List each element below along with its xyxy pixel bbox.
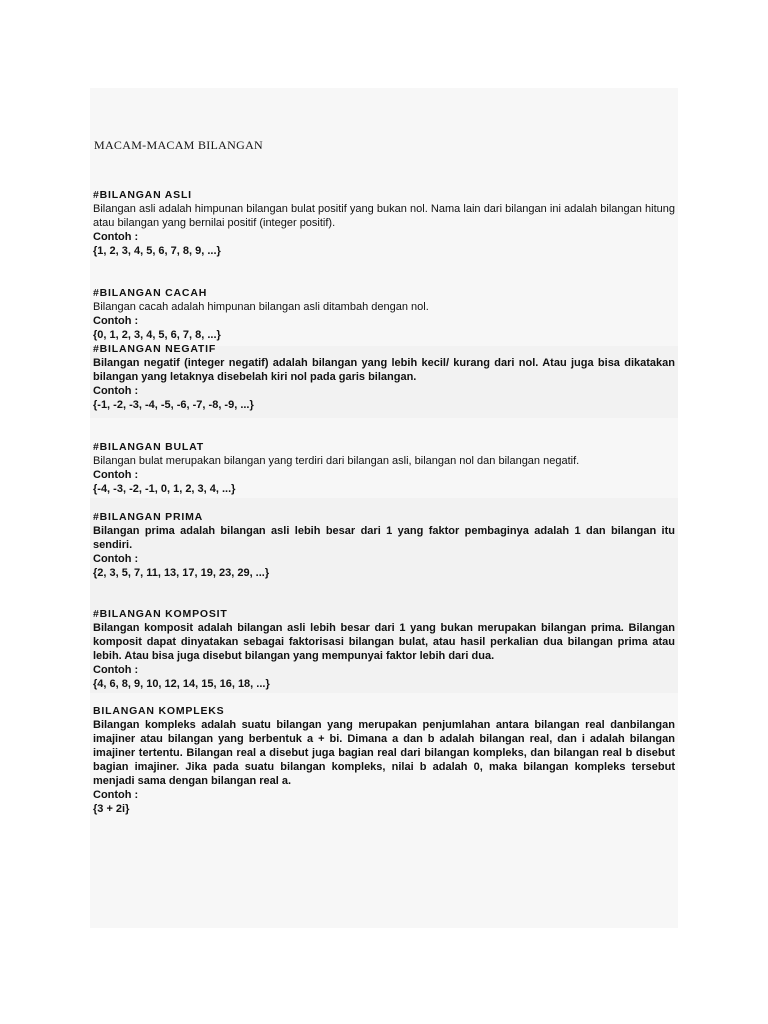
section-bilangan-komposit [93,607,675,691]
section-body: Bilangan asli adalah himpunan bilangan bulat positif yang bukan nol. Nama lain dari bilangan ini adalah bilangan hitung atau bilangan yang bernilai positif (integer positif). [93,203,675,229]
example-label: Contoh : [93,789,139,801]
section-heading: #BILANGAN KOMPOSIT [93,608,228,620]
section-bilangan-cacah [93,286,675,342]
section-bilangan-bulat [93,440,675,496]
example-value: {0, 1, 2, 3, 4, 5, 6, 7, 8, ...} [93,329,221,341]
example-label: Contoh : [93,553,139,565]
example-label: Contoh : [93,664,139,676]
example-value: {-1, -2, -3, -4, -5, -6, -7, -8, -9, ...} [93,399,254,411]
page-title: MACAM-MACAM BILANGAN [94,138,264,152]
section-body: Bilangan negatif (integer negatif) adalah bilangan yang lebih kecil/ kurang dari nol. Atau juga bisa dikatakan bilangan yang letaknya disebelah kiri nol pada garis bilangan. [93,357,675,383]
section-heading: BILANGAN KOMPLEKS [93,705,225,717]
section-bilangan-prima [93,510,675,580]
section-heading: #BILANGAN CACAH [93,287,208,299]
section-heading: #BILANGAN BULAT [93,441,204,453]
section-body: Bilangan bulat merupakan bilangan yang terdiri dari bilangan asli, bilangan nol dan bilangan negatif. [93,455,580,467]
example-value: {4, 6, 8, 9, 10, 12, 14, 15, 16, 18, ...} [93,678,270,690]
section-body: Bilangan cacah adalah himpunan bilangan asli ditambah dengan nol. [93,301,429,313]
example-label: Contoh : [93,469,139,481]
example-value: {1, 2, 3, 4, 5, 6, 7, 8, 9, ...} [93,245,221,257]
example-value: {-4, -3, -2, -1, 0, 1, 2, 3, 4, ...} [93,483,236,495]
section-heading: #BILANGAN ASLI [93,189,192,201]
section-body: Bilangan komposit adalah bilangan asli lebih besar dari 1 yang bukan merupakan bilangan prima. Bilangan komposit dapat dinyatakan sebagai faktorisasi bilangan bulat, atau hasil perkalian dua bilangan prima atau lebih. Atau bisa juga disebut bilangan yang mempunyai faktor lebih dari dua. [93,622,675,662]
section-body: Bilangan prima adalah bilangan asli lebih besar dari 1 yang faktor pembaginya adalah 1 dan bilangan itu sendiri. [93,525,675,551]
example-label: Contoh : [93,385,139,397]
example-label: Contoh : [93,231,139,243]
example-value: {3 + 2i} [93,803,130,815]
example-value: {2, 3, 5, 7, 11, 13, 17, 19, 23, 29, ...} [93,567,270,579]
section-body: Bilangan kompleks adalah suatu bilangan yang merupakan penjumlahan antara bilangan real danbilangan imajiner atau bilangan yang berbentuk a + bi. Dimana a dan b adalah bilangan real, dan i adalah bilangan imajiner tertentu. Bilangan real a disebut juga bagian real dari bilangan kompleks, dan bilangan real b disebut bagian imajiner. Jika pada suatu bilangan kompleks, nilai b adalah 0, maka bilangan kompleks tersebut menjadi sama dengan bilangan real a. [93,719,675,787]
example-label: Contoh : [93,315,139,327]
section-heading: #BILANGAN PRIMA [93,511,204,523]
section-bilangan-kompleks [93,704,675,816]
section-bilangan-negatif [93,342,675,412]
section-heading: #BILANGAN NEGATIF [93,343,217,355]
section-bilangan-asli [93,188,675,258]
